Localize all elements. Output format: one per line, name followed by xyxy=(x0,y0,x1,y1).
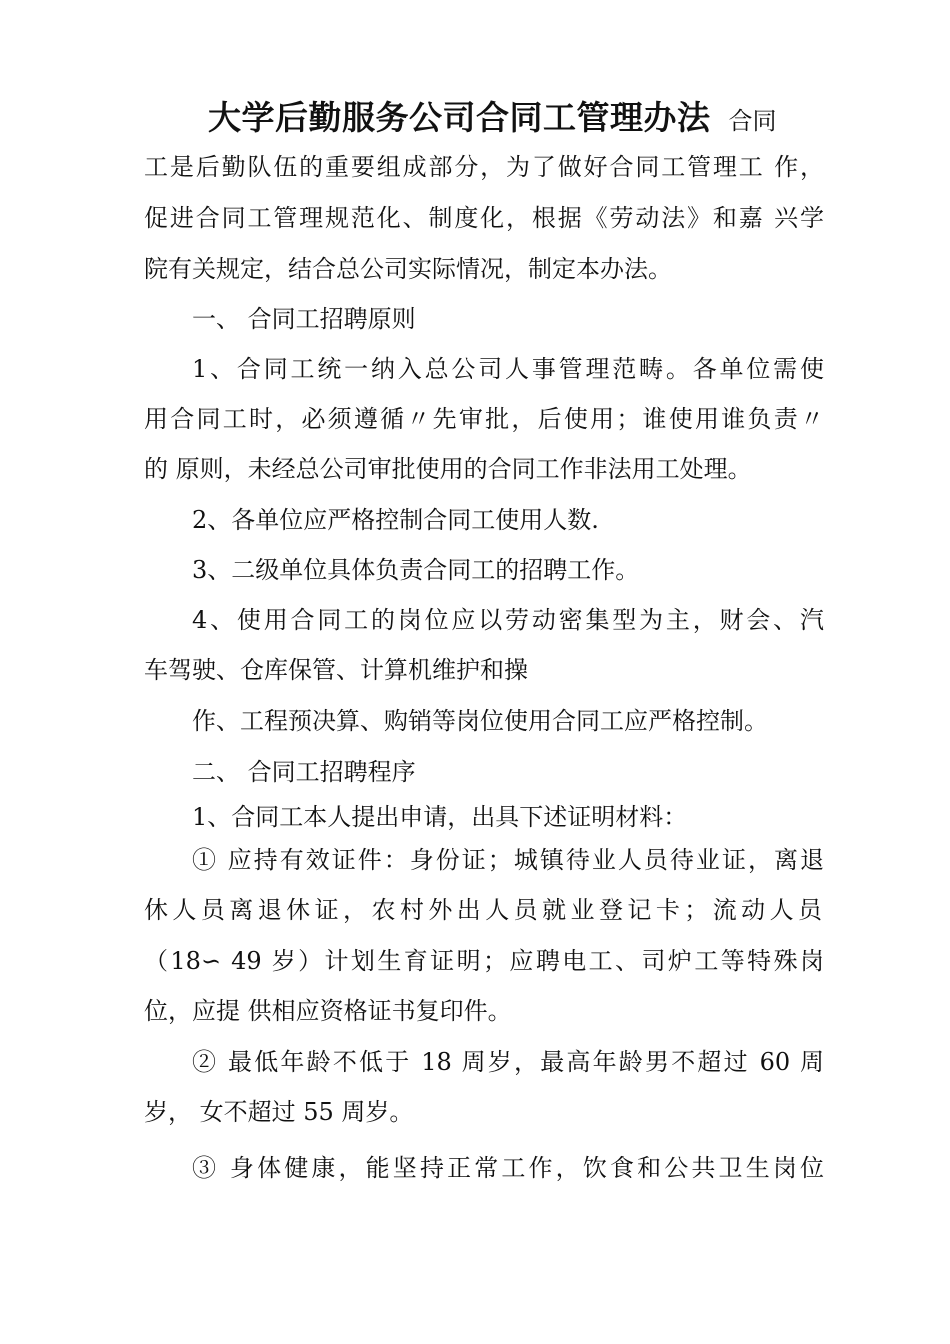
paragraph-line-10: 4、使用合同工的岗位应以劳动密集型为主，财会、汽 xyxy=(192,606,824,634)
title-line xyxy=(208,96,777,140)
paragraph-line-18: 位，应提 供相应资格证书复印件。 xyxy=(144,997,512,1025)
paragraph-line-11: 车驾驶、仓库保管、计算机维护和操 xyxy=(144,656,528,684)
paragraph-line-3: 院有关规定，结合总公司实际情况，制定本办法。 xyxy=(144,255,672,283)
paragraph-line-8: 2、各单位应严格控制合同工使用人数. xyxy=(192,506,599,534)
paragraph-line-16: 休人员离退休证，农村外出人员就业登记卡；流动人员 xyxy=(144,896,824,924)
document-title: 大学后勤服务公司合同工管理办法 xyxy=(208,98,711,137)
title-continuation: 合同 xyxy=(728,107,777,135)
paragraph-line-5: 1、合同工统一纳入总公司人事管理范畴。各单位需使 xyxy=(192,355,824,383)
paragraph-line-21: ③ 身体健康，能坚持正常工作，饮食和公共卫生岗位 xyxy=(192,1154,824,1182)
paragraph-line-12: 作、工程预决算、购销等岗位使用合同工应严格控制。 xyxy=(192,707,768,735)
paragraph-line-9: 3、二级单位具体负责合同工的招聘工作。 xyxy=(192,556,640,584)
paragraph-line-6: 用合同工时，必须遵循〃先审批，后使用；谁使用谁负责〃 xyxy=(144,405,824,433)
paragraph-line-20: 岁， 女不超过 55 周岁。 xyxy=(144,1098,414,1126)
paragraph-line-1: 工是后勤队伍的重要组成部分，为了做好合同工管理工 作， xyxy=(144,153,824,181)
paragraph-line-19: ② 最低年龄不低于 18 周岁，最高年龄男不超过 60 周 xyxy=(192,1048,824,1076)
section-heading-1: 一、 合同工招聘原则 xyxy=(192,305,416,333)
section-heading-2: 二、 合同工招聘程序 xyxy=(192,758,416,786)
paragraph-line-2: 促进合同工管理规范化、制度化，根据《劳动法》和嘉 兴学 xyxy=(144,204,824,232)
paragraph-line-17: （18∽ 49 岁）计划生育证明；应聘电工、司炉工等特殊岗 xyxy=(144,947,824,975)
paragraph-line-15: ① 应持有效证件：身份证；城镇待业人员待业证，离退 xyxy=(192,846,824,874)
paragraph-line-7: 的 原则，未经总公司审批使用的合同工作非法用工处理。 xyxy=(144,455,752,483)
paragraph-line-14: 1、合同工本人提出申请，出具下述证明材料： xyxy=(192,803,688,831)
